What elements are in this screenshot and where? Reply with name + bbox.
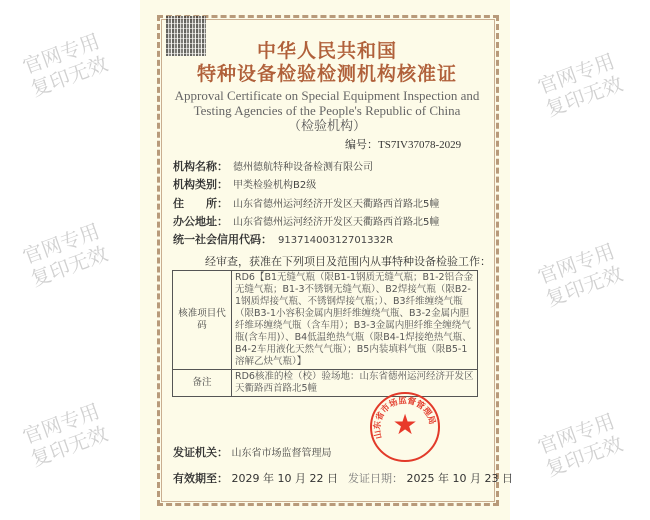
valid-label: 有效期至： <box>173 472 228 485</box>
approval-table <box>172 270 478 397</box>
row-header: 核准项目代码 <box>173 271 232 370</box>
certificate-number <box>345 139 461 152</box>
subtitle: （检验机构） <box>287 119 366 134</box>
number-value: TS7IV37078-2029 <box>378 139 462 151</box>
issuer <box>173 446 332 461</box>
approval-intro: 经审查，获准在下列项目及范围内从事特种设备检验工作： <box>205 255 491 268</box>
field-label: 机构类别： <box>173 178 228 191</box>
star-icon: ★ <box>392 408 418 441</box>
table-row <box>173 370 478 397</box>
title-cn-line2: 特种设备检验检测机构核准证 <box>196 63 457 85</box>
seal-text: 山东省市场监督管理局 <box>372 395 437 440</box>
field-label: 机构名称： <box>173 160 228 173</box>
field-org-category <box>173 178 316 193</box>
field-office-address <box>173 215 439 230</box>
field-value: 山东省德州运河经济开发区天衢路西首路北5幢 <box>233 217 440 228</box>
field-org-name <box>173 160 373 175</box>
row-header: 备注 <box>173 370 232 397</box>
watermark: 官网专用 复印无效 <box>19 218 111 292</box>
field-value: 91371400312701332R <box>278 235 394 246</box>
valid-date: 2029 年 10 月 22 日 <box>231 472 338 485</box>
watermark: 官网专用 复印无效 <box>19 28 111 102</box>
table-row <box>173 271 478 370</box>
field-value: 山东省德州运河经济开发区天衢路西首路北5幢 <box>233 199 440 210</box>
row-content: RD6核准的检（校）验场地：山东省德州运河经济开发区天衢路西首路北5幢 <box>232 370 478 397</box>
field-label: 住 所： <box>173 197 228 210</box>
issue-date-value: 2025 年 10 月 23 日 <box>406 472 513 485</box>
watermark: 官网专用 复印无效 <box>534 238 626 312</box>
watermark: 官网专用 复印无效 <box>19 398 111 472</box>
issue-label: 发证日期： <box>348 472 403 485</box>
watermark: 官网专用 复印无效 <box>534 408 626 482</box>
issuer-label: 发证机关： <box>173 446 228 459</box>
field-residence <box>173 197 439 212</box>
valid-until <box>173 472 338 486</box>
official-seal <box>370 392 440 462</box>
title-en-line1: Approval Certificate on Special Equipment Inspection and <box>174 88 480 103</box>
field-value: 德州德航特种设备检测有限公司 <box>233 162 373 173</box>
field-credit-code <box>173 233 393 248</box>
title-en-line2: Testing Agencies of the People's Republic of China <box>193 103 461 118</box>
issuer-value: 山东省市场监督管理局 <box>231 448 332 459</box>
watermark: 官网专用 复印无效 <box>534 48 626 122</box>
issue-date <box>348 472 513 486</box>
field-label: 统一社会信用代码： <box>173 233 272 246</box>
title-cn-line1: 中华人民共和国 <box>256 40 397 62</box>
row-content: RD6【B1无缝气瓶（限B1-1钢质无缝气瓶；B1-2铝合金无缝气瓶；B1-3不锈钢无缝气瓶）、B2焊接气瓶（限B2-1钢质焊接气瓶、不锈钢焊接气瓶；）、B3纤维缠绕气瓶（限B3-1小容积金属内胆纤维缠绕气瓶、B3-2金属内胆纤维环缠绕气瓶（含车用）；B3-3金属内胆纤维全缠绕气瓶(含车用)）、B4低温绝热气瓶（限B4-1焊接绝热气瓶、B4-2车用液化天然气气瓶）；B5内装填料气瓶（限B5-1溶解乙炔气瓶）】 <box>232 271 478 370</box>
field-label: 办公地址： <box>173 215 228 228</box>
number-label: 编号： <box>345 139 378 151</box>
field-value: 甲类检验机构B2级 <box>233 180 317 191</box>
